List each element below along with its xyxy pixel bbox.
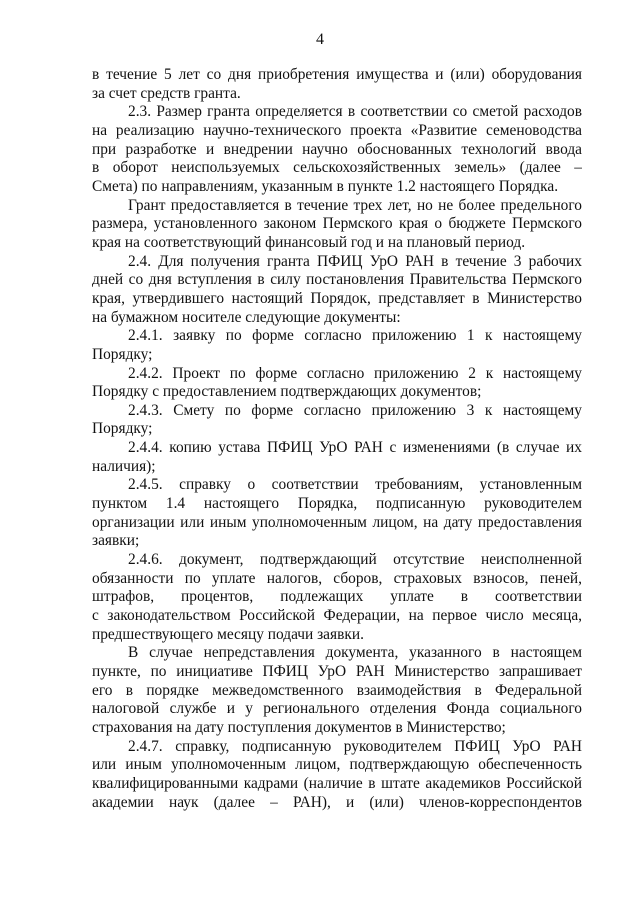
text-line: 2.4.1. заявку по форме согласно приложению 1 к настоящему <box>128 327 582 345</box>
text-line: размера, установленного законом Пермского края о бюджете Пермского <box>92 215 582 233</box>
text-line: или иным уполномоченным лицом, подтверждающую обеспеченность <box>92 756 582 774</box>
text-line: организации или иным уполномоченным лицом, на дату предоставления <box>92 513 582 531</box>
text-line: заявки; <box>92 532 140 550</box>
text-line: Смета) по направлениям, указанным в пункте 1.2 настоящего Порядка. <box>92 177 559 195</box>
text-line: предшествующего месяцу подачи заявки. <box>92 625 364 643</box>
text-line: академии наук (далее – РАН), и (или) членов-корреспондентов <box>92 793 582 811</box>
text-line: 2.4. Для получения гранта ПФИЦ УрО РАН в течение 3 рабочих <box>128 252 582 270</box>
text-line: 2.4.3. Смету по форме согласно приложению 3 к настоящему <box>128 401 582 419</box>
page-number: 4 <box>316 31 324 48</box>
text-line: страхования на дату поступления документов в Министерство; <box>92 718 506 736</box>
text-line: 2.4.7. справку, подписанную руководителем ПФИЦ УрО РАН <box>128 737 582 755</box>
document-body <box>92 66 582 812</box>
text-line: при разработке и внедрении научно обоснованных технологий ввода <box>92 140 582 158</box>
text-line: 2.4.5. справку о соответствии требованиям, установленным <box>128 476 582 494</box>
text-line: 2.4.4. копию устава ПФИЦ УрО РАН с изменениями (в случае их <box>128 439 582 457</box>
text-line: на бумажном носителе следующие документы: <box>92 308 401 326</box>
text-line: Порядку; <box>92 345 153 363</box>
text-line: налоговой службе и у регионального отделения Фонда социального <box>92 700 582 718</box>
text-line: края, утвердившего настоящий Порядок, представляет в Министерство <box>92 289 582 307</box>
text-line: наличия); <box>92 457 156 475</box>
text-line: его в порядке межведомственного взаимодействия в Федеральной <box>92 681 582 699</box>
text-line: в течение 5 лет со дня приобретения имущества и (или) оборудования <box>92 66 582 83</box>
text-line: дней со дня вступления в силу постановления Правительства Пермского <box>92 271 582 289</box>
text-line: в оборот неиспользуемых сельскохозяйственных земель» (далее – <box>92 159 582 177</box>
text-line: Грант предоставляется в течение трех лет, но не более предельного <box>128 196 582 214</box>
text-line: Порядку с предоставлением подтверждающих документов; <box>92 383 482 401</box>
text-line: 2.4.6. документ, подтверждающий отсутствие неисполненной <box>128 551 582 569</box>
text-line: Порядку; <box>92 420 153 438</box>
text-line: за счет средств гранта. <box>92 84 241 102</box>
text-line: В случае непредставления документа, указанного в настоящем <box>128 644 582 662</box>
text-line: 2.4.2. Проект по форме согласно приложению 2 к настоящему <box>128 364 582 382</box>
text-line: пунктом 1.4 настоящего Порядка, подписанную руководителем <box>92 495 582 513</box>
text-line: 2.3. Размер гранта определяется в соответствии со сметой расходов <box>128 103 582 121</box>
text-line: края на соответствующий финансовый год и на плановый период. <box>92 233 526 251</box>
text-line: обязанности по уплате налогов, сборов, страховых взносов, пеней, <box>92 569 582 587</box>
text-line: квалифицированными кадрами (наличие в штате академиков Российской <box>92 774 582 792</box>
text-line: на реализацию научно-технического проекта «Развитие семеноводства <box>92 121 582 139</box>
text-line: штрафов, процентов, подлежащих уплате в соответствии <box>92 588 582 606</box>
text-line: пункте, по инициативе ПФИЦ УрО РАН Министерство запрашивает <box>92 663 582 680</box>
text-line: с законодательством Российской Федерации, на первое число месяца, <box>92 607 582 625</box>
